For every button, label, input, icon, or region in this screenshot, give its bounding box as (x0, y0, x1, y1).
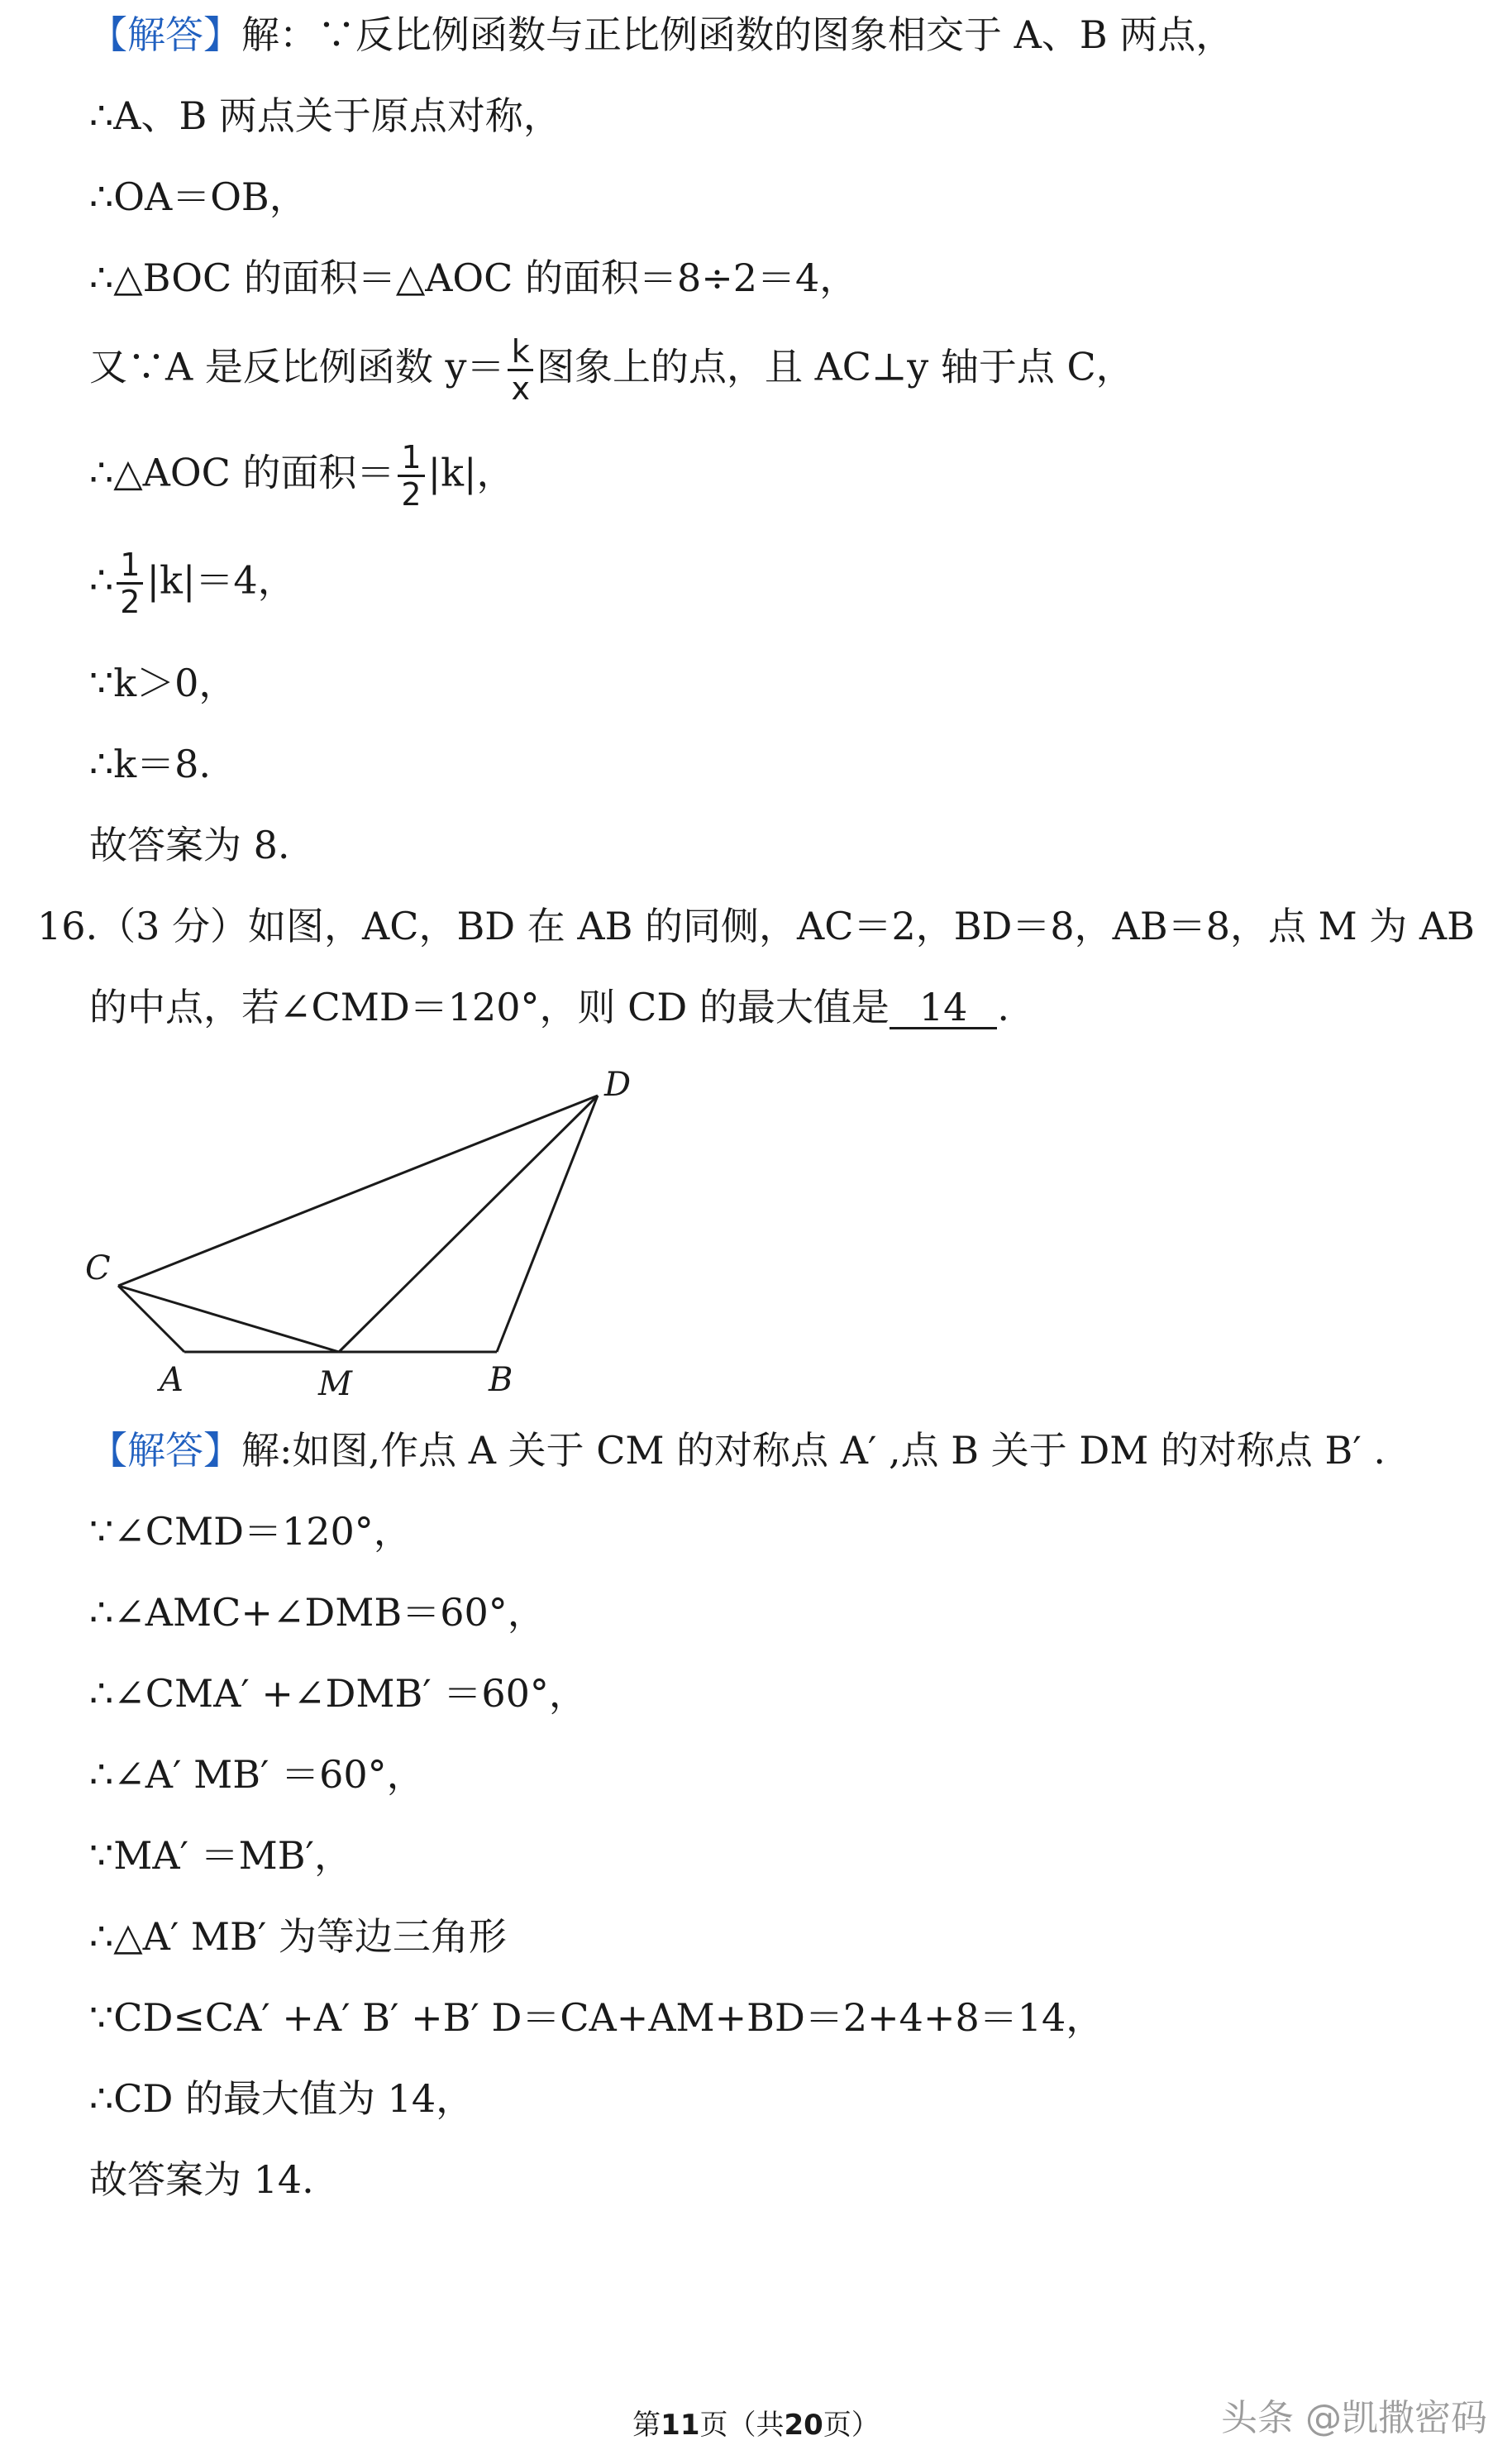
q15-line-5-pre: 又∵A 是反比例函数 y＝ (89, 344, 505, 389)
q16-solution-line-5: ∴∠A′ MB′ ＝60°， (89, 1752, 425, 1797)
q15-line-6-post: |k|， (427, 450, 515, 495)
footer-suffix: 页） (823, 2409, 880, 2442)
page-total: 20 (784, 2409, 823, 2442)
q15-solution-line-10: 故答案为 8. (89, 823, 290, 867)
q15-solution-line-1 (89, 10, 1233, 60)
solution-tag: 【解答】 (89, 1428, 241, 1473)
answer-blank: 14 (890, 987, 998, 1029)
q16-solution-line-6: ∵MA′ ＝MB′， (89, 1833, 353, 1878)
q16-stem-line-2-pre: 的中点，若∠CMD＝120°，则 CD 的最大值是 (89, 985, 890, 1029)
q15-solution-line-2: ∴A、B 两点关于原点对称， (89, 93, 561, 138)
q16-solution-line-8: ∵CD≤CA′ +A′ B′ +B′ D＝CA+AM+BD＝2+4+8＝14， (89, 1995, 1104, 2040)
q15-line-7-post: |k|＝4， (146, 557, 296, 603)
solution-tag: 【解答】 (89, 12, 241, 57)
q15-solution-line-8: ∵k＞0， (89, 661, 237, 705)
q16-solution-line-9: ∴CD 的最大值为 14， (89, 2076, 475, 2121)
q16-solution-line-1-text: 解:如图,作点 A 关于 CM 的对称点 A′ ,点 B 关于 DM 的对称点 B′ . (241, 1428, 1386, 1473)
segment-md (339, 1096, 598, 1352)
segment-bd (497, 1096, 598, 1352)
q15-line-7-pre: ∴ (89, 557, 114, 603)
page-number: 11 (661, 2409, 700, 2442)
fraction-numerator: k (508, 334, 533, 371)
q16-stem-line-2-post: . (997, 985, 1010, 1029)
q16-stem-line-1: 16.（3 分）如图，AC，BD 在 AB 的同侧，AC＝2，BD＝8，AB＝8，点 M 为 AB (37, 904, 1475, 948)
label-c: C (85, 1249, 111, 1287)
q16-stem-line-2 (89, 982, 1009, 1032)
q16-solution-line-7: ∴△A′ MB′ 为等边三角形 (89, 1914, 507, 1959)
geometry-figure (79, 1063, 674, 1402)
fraction-denominator: 2 (120, 584, 141, 620)
fraction-denominator: x (511, 370, 530, 407)
q16-solution-line-2: ∵∠CMD＝120°， (89, 1509, 412, 1554)
label-d: D (604, 1066, 632, 1104)
q15-line-6-pre: ∴△AOC 的面积＝ (89, 450, 395, 495)
watermark: 头条 @凯撒密码 (1221, 2397, 1487, 2439)
q15-line-1-text: 解：∵反比例函数与正比例函数的图象相交于 A、B 两点， (241, 12, 1234, 57)
q15-solution-line-9: ∴k＝8. (89, 742, 212, 786)
q15-solution-line-7 (89, 547, 296, 619)
label-m: M (318, 1365, 352, 1402)
fraction-one-half (398, 440, 424, 512)
footer-mid: 页（共 (699, 2409, 785, 2442)
label-a: A (160, 1361, 184, 1399)
q16-solution-line-4: ∴∠CMA′ +∠DMB′ ＝60°， (89, 1671, 587, 1716)
q16-solution-line-3: ∴∠AMC+∠DMB＝60°， (89, 1590, 546, 1635)
fraction-denominator: 2 (401, 476, 422, 513)
q15-solution-line-4: ∴△BOC 的面积＝△AOC 的面积＝8÷2＝4， (89, 255, 858, 300)
q16-solution-line-10: 故答案为 14. (89, 2157, 314, 2202)
label-b: B (489, 1361, 513, 1399)
q15-solution-line-5 (89, 334, 1134, 406)
fraction-one-half (117, 547, 143, 619)
q15-solution-line-6 (89, 440, 514, 512)
q15-solution-line-3: ∴OA＝OB， (89, 174, 308, 219)
q16-solution-line-1 (89, 1425, 1386, 1475)
fraction-k-over-x (508, 334, 533, 406)
q15-line-5-post: 图象上的点，且 AC⊥y 轴于点 C， (536, 344, 1134, 389)
segment-cd (118, 1096, 598, 1286)
fraction-numerator: 1 (117, 547, 143, 585)
fraction-numerator: 1 (398, 440, 424, 477)
footer-prefix: 第 (632, 2409, 661, 2442)
